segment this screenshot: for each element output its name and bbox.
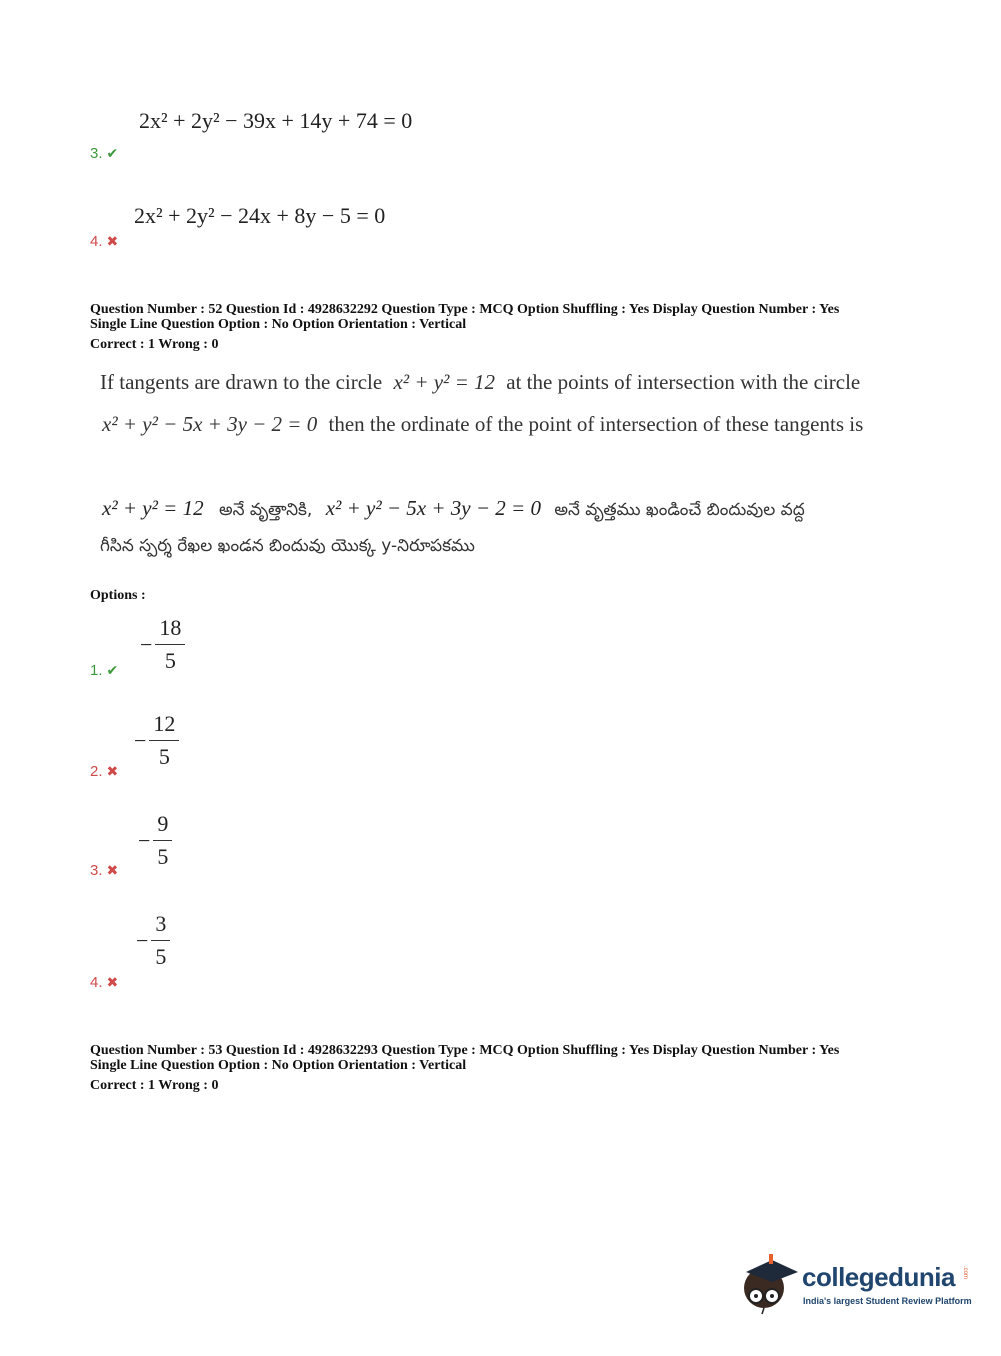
option-1-fraction [140,614,185,675]
option-number: 4. [90,233,103,250]
option-number: 3. [90,862,103,879]
option-3 [90,862,118,879]
question-text-line-1 [100,370,860,395]
minus-sign: − [134,727,147,753]
prev-option-4 [90,233,118,250]
question-53-meta [90,1043,839,1093]
cross-icon: ✖ [106,763,119,779]
text: at the points of intersection with the circle [506,370,861,394]
telugu-text-line-2: గీసిన స్పర్శ రేఖల ఖండన బిందువు యొక్క y-నిరూపకము [100,536,475,556]
option-2-fraction [134,710,179,771]
logo-suffix: .com [962,1266,968,1280]
telugu-equation-1: x² + y² = 12 [102,496,204,520]
circle-equation-2: x² + y² − 5x + 3y − 2 = 0 [102,412,318,436]
cross-icon: ✖ [106,862,119,878]
numerator: 12 [149,710,179,741]
question-text-line-2 [102,412,863,437]
cross-icon: ✖ [106,974,119,990]
meta-line-2: Single Line Question Option : No Option Orientation : Vertical [90,317,467,332]
numerator: 9 [153,810,172,841]
cross-icon: ✖ [106,233,119,249]
numerator: 18 [155,614,185,645]
meta-line-3: Correct : 1 Wrong : 0 [90,337,219,352]
option-number: 2. [90,763,103,780]
meta-line-2: Single Line Question Option : No Option Orientation : Vertical [90,1058,467,1073]
numerator: 3 [151,910,170,941]
text: If tangents are drawn to the circle [100,370,383,394]
telugu-text: అనే వృత్తము ఖండించే బిందువుల వద్ద [554,500,805,520]
circle-equation-1: x² + y² = 12 [393,370,496,394]
option-3-fraction [138,810,172,871]
option-4 [90,974,118,991]
option-number: 1. [90,662,103,679]
telugu-text-line-1 [102,496,805,524]
meta-line-3: Correct : 1 Wrong : 0 [90,1078,219,1093]
option-4-fraction [136,910,170,971]
logo-tagline: India's largest Student Review Platform [803,1296,972,1306]
denominator: 5 [157,844,169,869]
meta-line-1: Question Number : 53 Question Id : 4928632293 Question Type : MCQ Option Shuffling : Yes Display Question Number : Yes [90,1043,840,1058]
denominator: 5 [155,944,167,969]
option-number: 3. [90,145,103,162]
prev-option-3 [90,145,118,162]
denominator: 5 [164,648,176,673]
options-label: Options : [90,588,146,603]
check-icon: ✔ [106,145,119,161]
check-icon: ✔ [106,662,119,678]
option-1 [90,662,118,679]
prev-option-3-equation: 2x² + 2y² − 39x + 14y + 74 = 0 [139,108,413,133]
minus-sign: − [138,827,151,853]
meta-line-1: Question Number : 52 Question Id : 4928632292 Question Type : MCQ Option Shuffling : Yes Display Question Number : Yes [90,302,840,317]
option-number: 4. [90,974,103,991]
collegedunia-logo [742,1250,972,1320]
text: then the ordinate of the point of intersection of these tangents is [328,412,864,436]
telugu-text: అనే వృత్తానికి, [218,500,313,520]
telugu-equation-2: x² + y² − 5x + 3y − 2 = 0 [325,496,541,520]
minus-sign: − [136,927,149,953]
minus-sign: − [140,631,153,657]
prev-option-4-equation: 2x² + 2y² − 24x + 8y − 5 = 0 [134,203,386,228]
question-52-meta [90,302,839,352]
option-2 [90,763,118,780]
mascot-icon [742,1250,802,1316]
logo-name: collegedunia [802,1262,955,1292]
denominator: 5 [158,744,170,769]
